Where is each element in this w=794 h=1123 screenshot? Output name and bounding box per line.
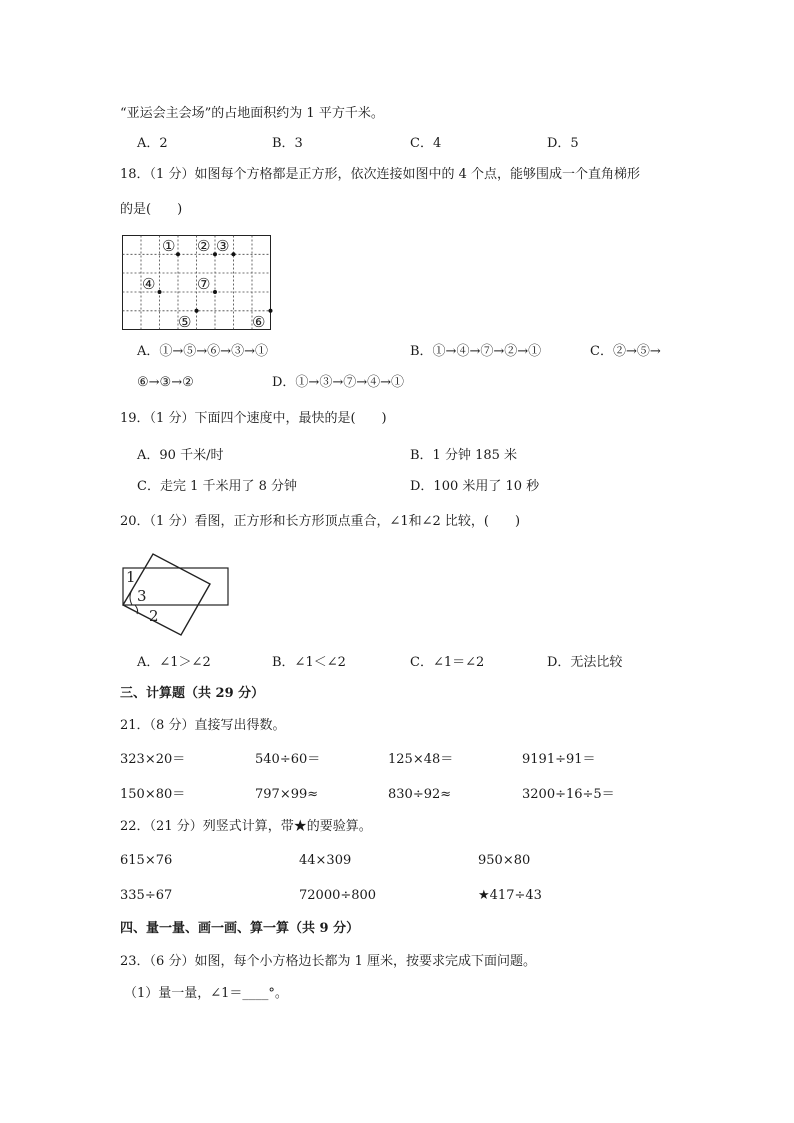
section-4-title: 四、量一量、画一画、算一算（共 9 分） [120,921,360,936]
q20-stem: 20．（1 分）看图，正方形和长方形顶点重合，∠1和∠2 比较，( ) [120,514,521,529]
q18-point-3-label: ③ [216,237,230,255]
q19-option-a: A．90 千米/时 [137,448,224,463]
q18-option-a: A．①→⑤→⑥→③→① [137,344,268,359]
q19-option-b: B．1 分钟 185 米 [410,448,518,463]
q17-option-b: B．3 [272,136,303,151]
q18-option-c: C．②→⑤→ [590,344,661,359]
q20-angle-3-label: 3 [137,587,147,605]
q23-stem: 23．（6 分）如图，每个小方格边长都为 1 厘米，按要求完成下面问题。 [120,954,536,969]
q21-item: 797×99≈ [255,787,319,802]
q22-item: ★417÷43 [478,888,542,903]
q22-item: 44×309 [299,853,352,868]
q22-item: 335÷67 [120,888,173,903]
q18-option-c-cont: ⑥→③→② [137,375,194,390]
q21-item: 9191÷91＝ [522,752,596,767]
q22-item: 615×76 [120,853,173,868]
q17-option-a: A．2 [137,136,168,151]
q21-stem: 21．（8 分）直接写出得数。 [120,718,286,733]
q20-option-c: C．∠1＝∠2 [410,655,485,670]
q18-point-7-label: ⑦ [197,275,211,293]
q19-stem: 19．（1 分）下面四个速度中，最快的是( ) [120,411,387,426]
q20-option-a: A．∠1＞∠2 [137,655,211,670]
q18-stem-line2: 的是( ) [120,202,183,217]
q21-item: 323×20＝ [120,752,186,767]
q18-grid-figure [121,234,273,332]
q21-item: 125×48＝ [388,752,454,767]
q21-item: 150×80＝ [120,787,186,802]
q18-point-5-label: ⑤ [178,313,192,331]
q22-item: 72000÷800 [299,888,377,903]
q18-point-4-label: ④ [142,275,156,293]
q20-angle-2-label: 2 [149,607,159,625]
q18-point-2-label: ② [197,237,211,255]
q18-point-1-label: ① [162,237,176,255]
q18-option-d: D．①→③→⑦→④→① [272,375,404,390]
q20-option-d: D．无法比较 [547,655,623,670]
q22-stem: 22．（21 分）列竖式计算，带★的要验算。 [120,819,372,834]
q21-item: 830÷92≈ [388,787,452,802]
q17-option-d: D．5 [547,136,579,151]
q18-option-b: B．①→④→⑦→②→① [410,344,542,359]
q18-stem-line1: 18．（1 分）如图每个方格都是正方形，依次连接如图中的 4 个点，能够围成一个直角梯形 [120,167,640,182]
q19-option-d: D．100 米用了 10 秒 [410,479,540,494]
q20-angle-1-label: 1 [126,568,136,586]
q20-option-b: B．∠1＜∠2 [272,655,346,670]
q21-item: 3200÷16÷5＝ [522,787,615,802]
q21-item: 540÷60＝ [255,752,321,767]
q23-sub1: （1）量一量，∠1＝____°。 [124,986,288,1001]
q22-item: 950×80 [478,853,531,868]
section-3-title: 三、计算题（共 29 分） [120,686,265,701]
q18-point-6-label: ⑥ [252,313,266,331]
q19-option-c: C．走完 1 千米用了 8 分钟 [137,479,298,494]
q17-option-c: C．4 [410,136,442,151]
q20-square-rectangle-figure [120,553,232,639]
q17-text: “亚运会主会场”的占地面积约为 1 平方千米。 [120,106,384,121]
